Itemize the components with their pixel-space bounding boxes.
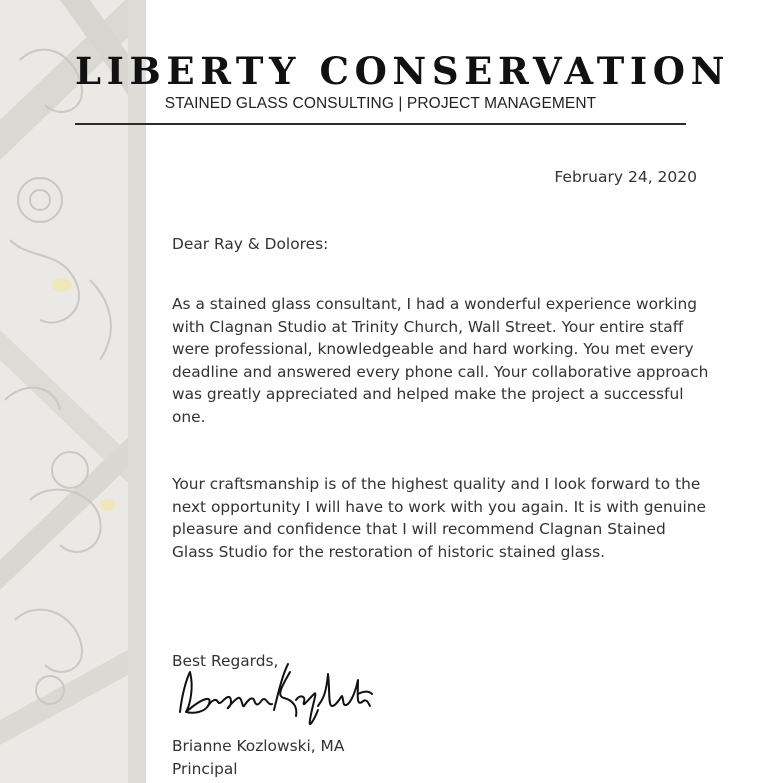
handwritten-signature: [172, 650, 382, 744]
salutation: Dear Ray & Dolores:: [172, 235, 329, 253]
signer-name: Brianne Kozlowski, MA: [172, 737, 345, 755]
brand-tagline: STAINED GLASS CONSULTING | PROJECT MANAGEMENT: [164, 95, 597, 112]
letterhead: [75, 48, 730, 113]
stained-glass-side-image: [0, 0, 146, 783]
signer-title: Principal: [172, 759, 238, 778]
brand-title: LIBERTY CONSERVATION: [75, 49, 730, 93]
paragraph-2: Your craftsmanship is of the highest quality and I look forward to the next opportunity I will have to work with you again. It is with genuine pleasure and confidence that I will recommend Clagnan Stained Glass Studio for the restoration of historic stained glass.: [172, 475, 707, 561]
paragraph-1: As a stained glass consultant, I had a wonderful experience working with Clagnan Studio at Trinity Church, Wall Street. Your entire staff were professional, knowledgeable and hard working. You met every deadline and answered every phone call. Your collaborative approach was greatly appreciated and helped make the project a successful one.: [172, 295, 709, 426]
letter-date: February 24, 2020: [554, 168, 697, 186]
closing: Best Regards,: [172, 652, 279, 670]
signer-block: [172, 735, 712, 780]
header-divider: [75, 123, 686, 125]
